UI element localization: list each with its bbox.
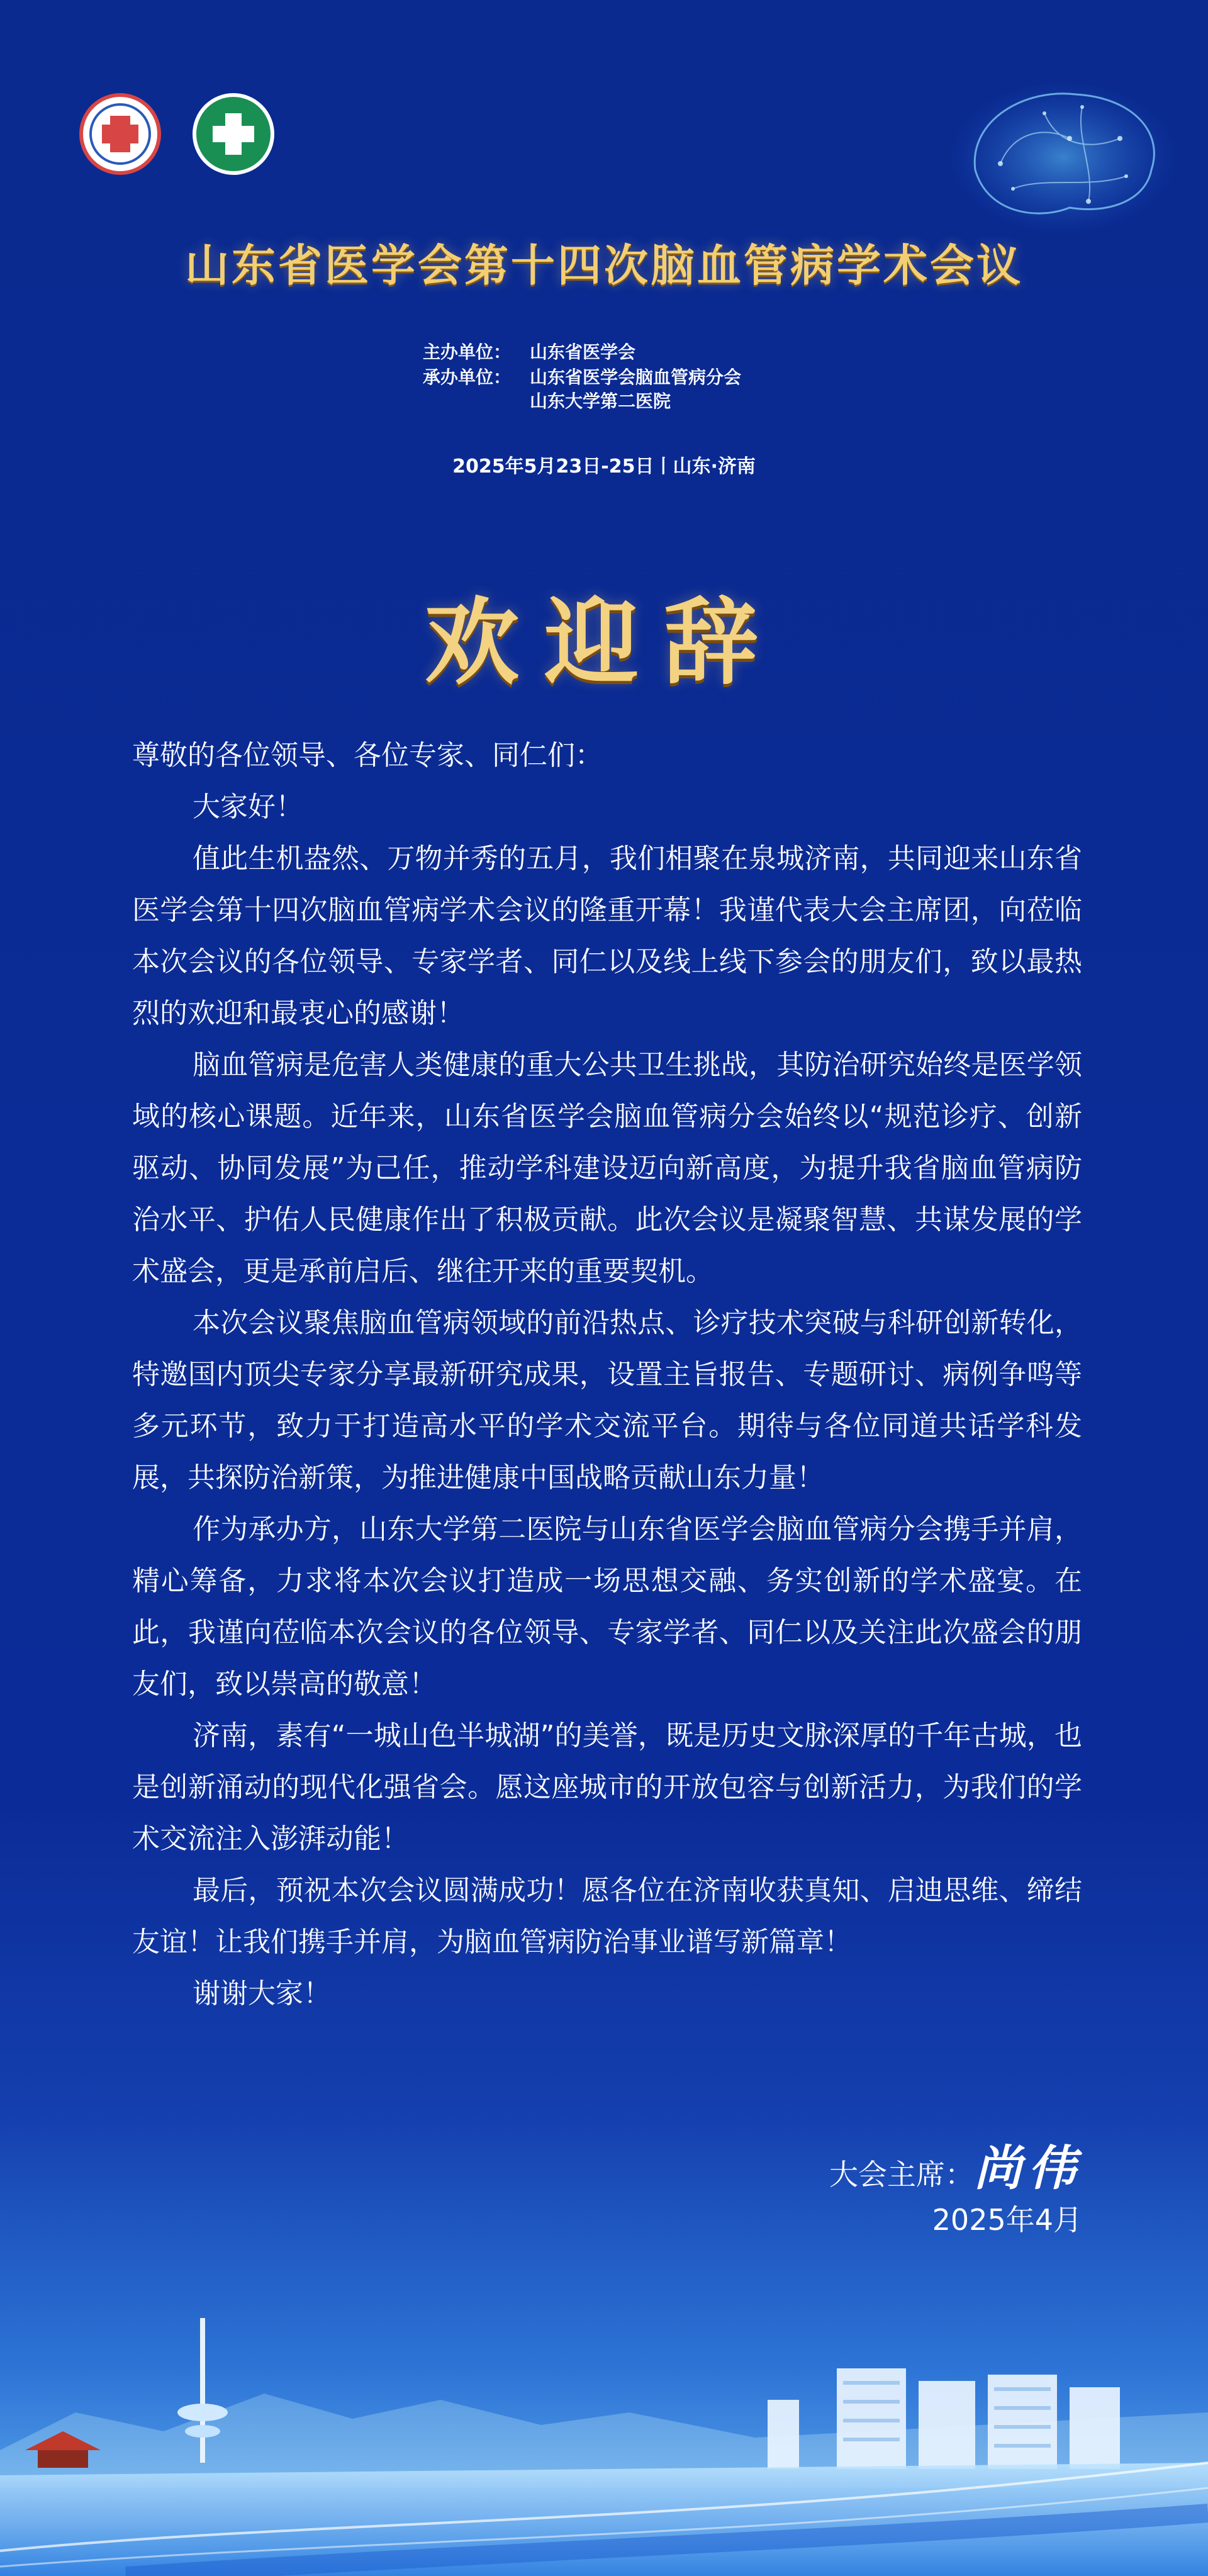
salutation: 尊敬的各位领导、各位专家、同仁们： [132,739,603,771]
paragraph-4: 作为承办方，山东大学第二医院与山东省医学会脑血管病分会携手并肩，精心筹备，力求将本次会议打造成一场思想交融、务实创新的学术盛宴。在此，我谨向莅临本次会议的各位领导、专家学者、同仁以及关注此次盛会的朋友们，致以崇高的敬意！ [132,1513,1082,1700]
closing: 谢谢大家！ [193,1978,331,2010]
paragraph-6: 最后，预祝本次会议圆满成功！愿各位在济南收获真知、启迪思维、缔结友谊！让我们携手并肩，为脑血管病防治事业谱写新篇章！ [132,1874,1082,1958]
host-value: 山东省医学会 [530,342,636,362]
medical-cross-bar [102,125,138,143]
signature-label: 大会主席： [829,2158,974,2192]
signature-name: 尚伟 [974,2140,1082,2196]
medical-association-logo [79,93,161,175]
hospital-cross-bar [213,126,254,142]
welcome-letter [132,730,1082,2020]
paragraph-1: 值此生机盎然、万物并秀的五月，我们相聚在泉城济南，共同迎来山东省医学会第十四次脑血管病学术会议的隆重开幕！我谨代表大会主席团，向莅临本次会议的各位领导、专家学者、同仁以及线上线下参会的朋友们，致以最热烈的欢迎和最衷心的感谢！ [132,843,1082,1029]
brain-network-icon [931,63,1183,252]
city-skyline-illustration [0,2224,1208,2576]
host-label: 主办单位： [423,342,512,362]
hospital-logo [193,93,274,175]
greeting: 大家好！ [193,791,303,823]
signature-line [829,2130,1082,2198]
co-organizer-value-2: 山东大学第二医院 [530,391,671,412]
conference-title: 山东省医学会第十四次脑血管病学术会议 [185,240,1023,291]
signature-date: 2025年4月 [932,2203,1082,2237]
date-location: 2025年5月23日-25日丨山东·济南 [452,456,756,478]
co-organizer-value-1: 山东省医学会脑血管病分会 [530,367,742,388]
paragraph-3: 本次会议聚焦脑血管病领域的前沿热点、诊疗技术突破与科研创新转化，特邀国内顶尖专家分享最新研究成果，设置主旨报告、专题研讨、病例争鸣等多元环节，致力于打造高水平的学术交流平台。期待与各位同道共话学科发展，共探防治新策，为推进健康中国战略贡献山东力量！ [132,1307,1082,1494]
welcome-heading: 欢迎辞 [424,587,783,698]
paragraph-5: 济南，素有“一城山色半城湖”的美誉，既是历史文脉深厚的千年古城，也是创新涌动的现代化强省会。愿这座城市的开放包容与创新活力，为我们的学术交流注入澎湃动能！ [132,1720,1082,1855]
co-organizer-label: 承办单位： [423,367,512,388]
paragraph-2: 脑血管病是危害人类健康的重大公共卫生挑战，其防治研究始终是医学领域的核心课题。近年来，山东省医学会脑血管病分会始终以“规范诊疗、创新驱动、协同发展”为己任，推动学科建设迈向新高度，为提升我省脑血管病防治水平、护佑人民健康作出了积极贡献。此次会议是凝聚智慧、共谋发展的学术盛会，更是承前启后、继往开来的重要契机。 [132,1049,1082,1287]
